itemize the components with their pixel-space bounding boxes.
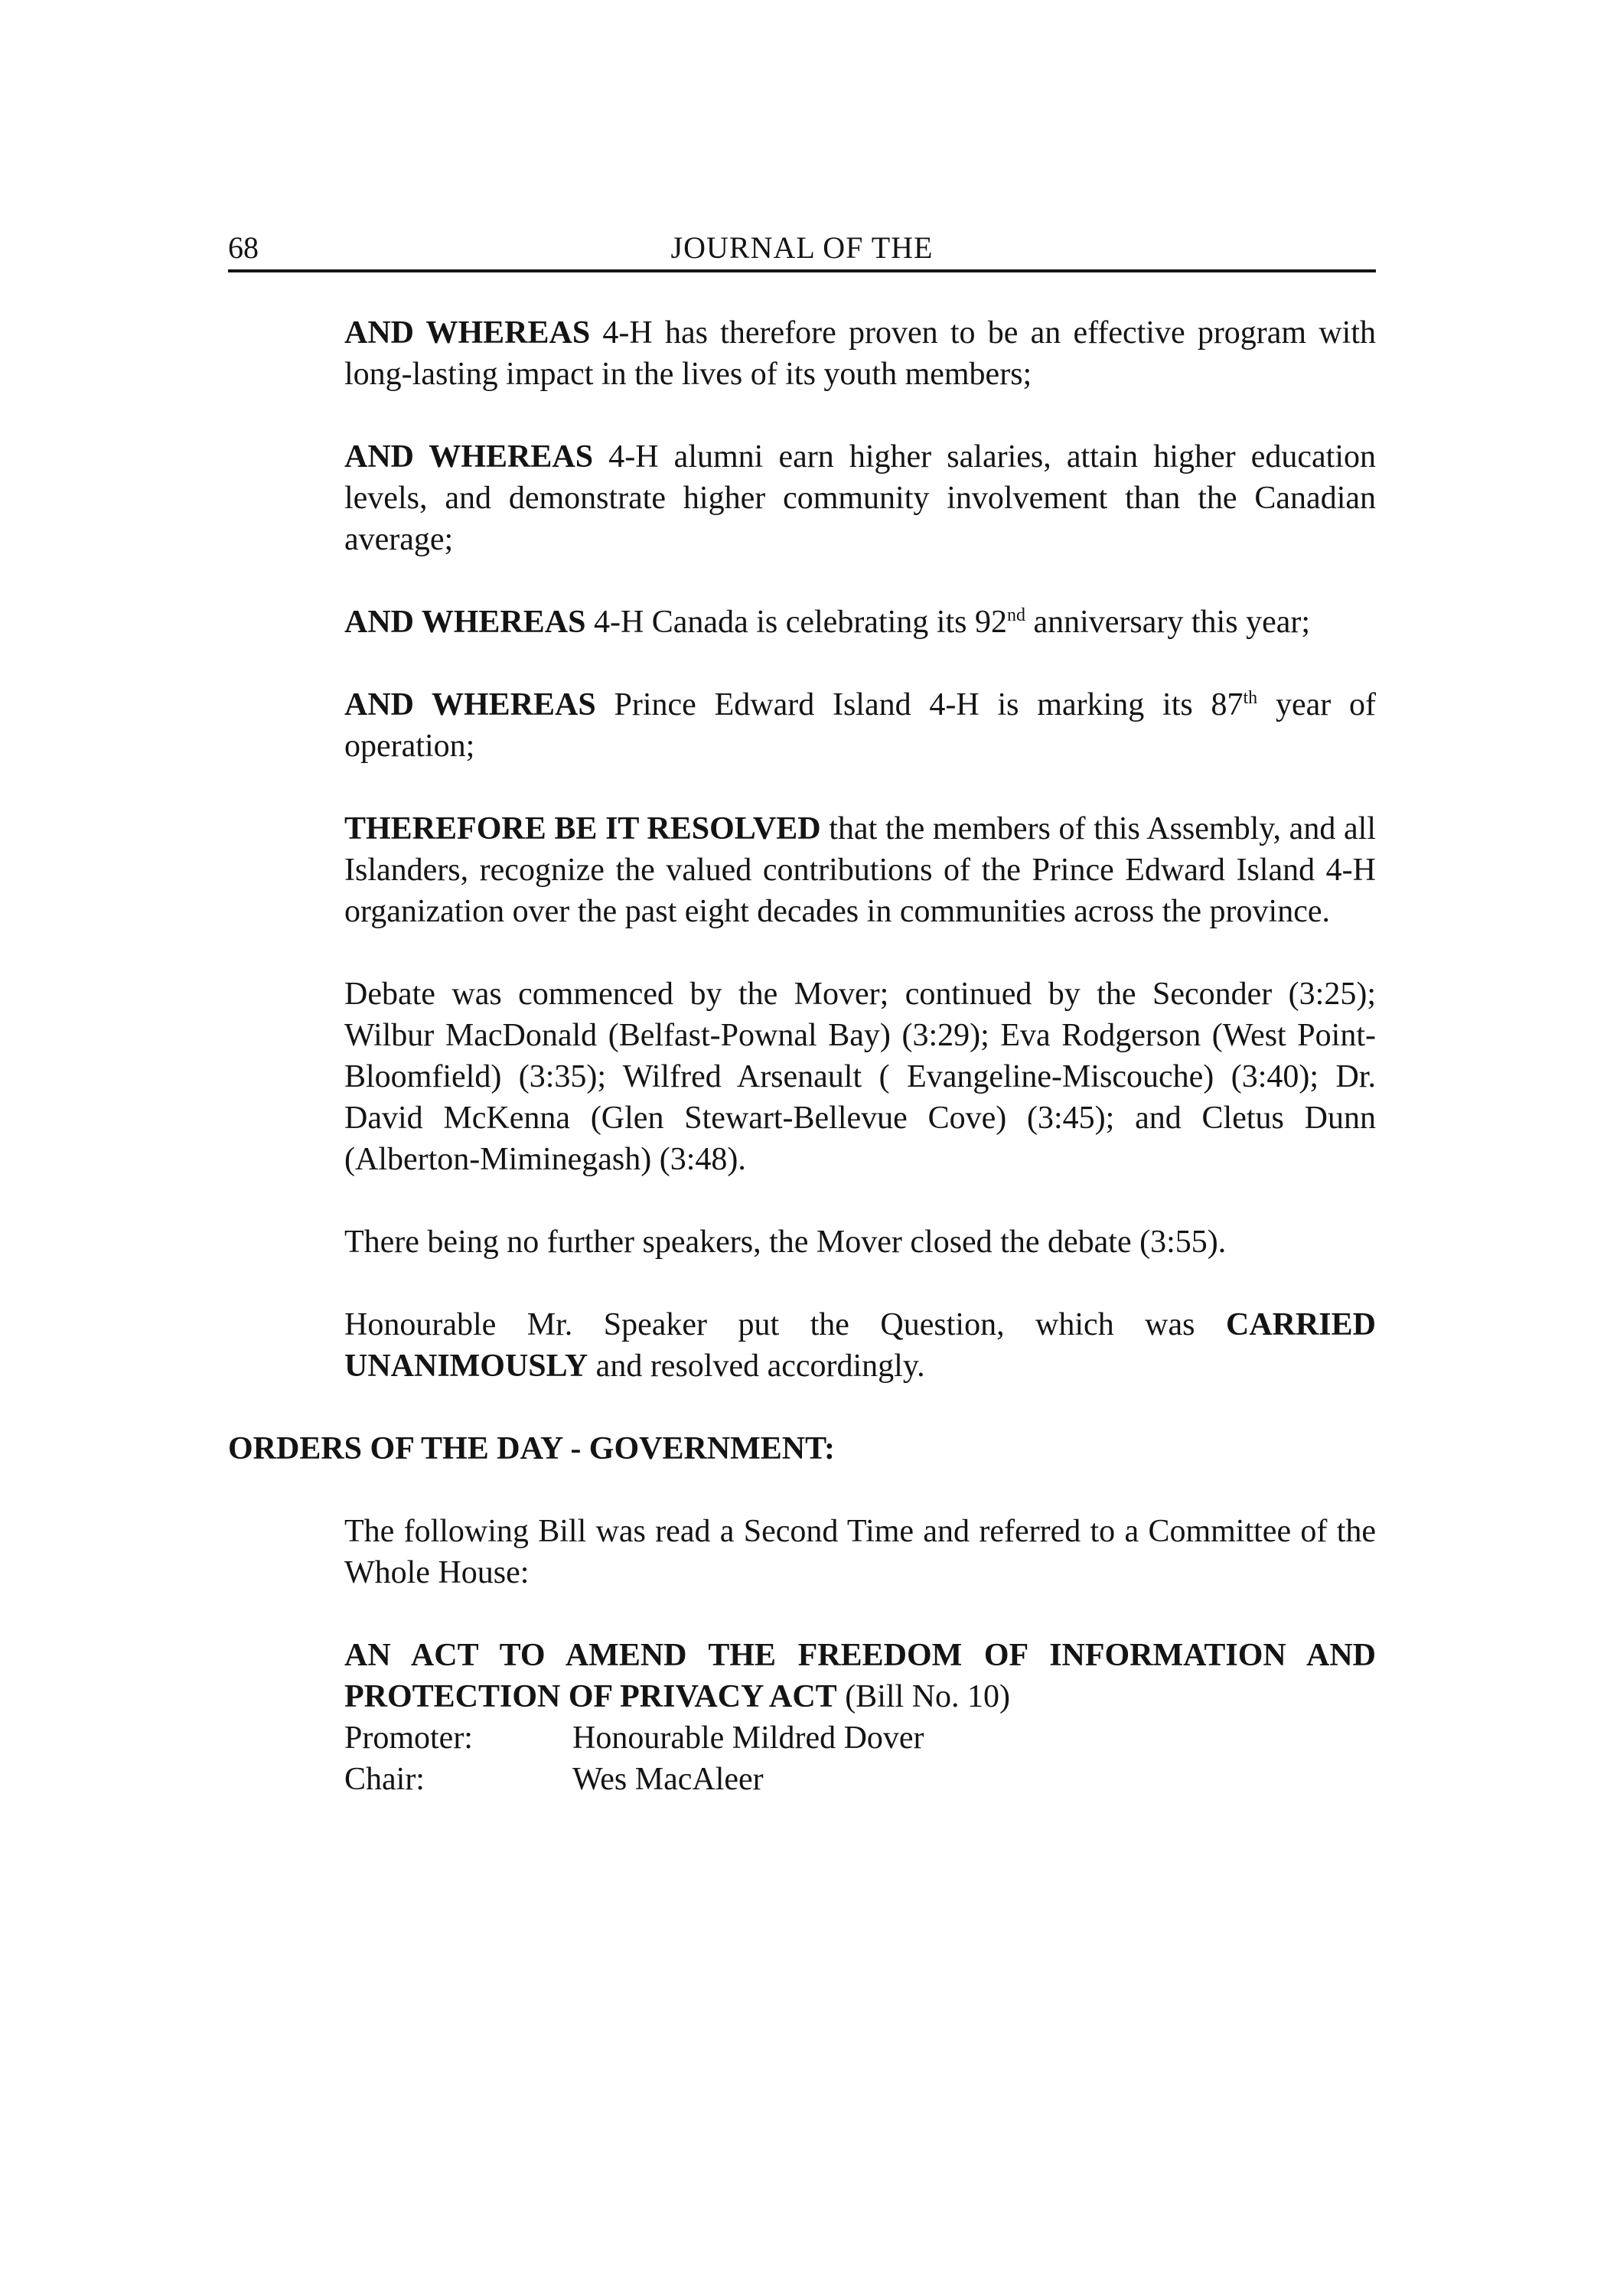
ordinal-suffix: th [1243,688,1258,708]
page-body [228,312,1376,1800]
section-heading: ORDERS OF THE DAY - GOVERNMENT: [228,1431,836,1466]
whereas-lead: AND WHEREAS [344,439,594,475]
promoter-name: Honourable Mildred Dover [572,1720,924,1756]
paragraph-text: 4-H has therefore proven to be an effective program with long-lasting impact in the lives of its youth members; [344,315,1376,392]
bill-title: AN ACT TO AMEND THE FREEDOM OF INFORMATION AND PROTECTION OF PRIVACY ACT [344,1638,1376,1714]
paragraph-text: year of operation; [344,687,1376,764]
ordinal-suffix: nd [1006,605,1025,625]
closing-paragraph: There being no further speakers, the Mover closed the debate (3:55). [344,1225,1227,1260]
chair-row [344,1759,1376,1800]
running-title: JOURNAL OF THE [670,230,934,265]
paragraph-text: 4-H Canada is celebrating its 92 [585,605,1007,640]
bill-reading-paragraph: The following Bill was read a Second Time and referred to a Committee of the Whole House: [344,1514,1376,1590]
paragraph-text: that the members of this Assembly, and all Islanders, recognize the valued contributions of the Prince Edward Island 4-H organization over the past eight decades in communities across the province. [344,811,1376,929]
bill-title-line [344,1635,1376,1717]
resolved-lead: THEREFORE BE IT RESOLVED [344,811,821,846]
whereas-paragraph-4 [344,684,1376,767]
whereas-lead: AND WHEREAS [344,687,596,722]
bill-block [344,1635,1376,1800]
whereas-paragraph-2 [344,436,1376,560]
promoter-label: Promoter: [344,1720,473,1756]
promoter-row [344,1717,1376,1759]
whereas-lead: AND WHEREAS [344,605,586,640]
chair-label: Chair: [344,1762,425,1797]
page-header [228,227,1376,272]
paragraph-text: Honourable Mr. Speaker put the Question, which was [344,1307,1226,1342]
paragraph-text: anniversary this year; [1025,605,1311,640]
carried-unanimously: CARRIED UNANIMOUSLY [344,1307,1376,1384]
bill-number: (Bill No. 10) [836,1679,1011,1714]
resolution-paragraph [344,808,1376,932]
whereas-lead: AND WHEREAS [344,315,591,351]
paragraph-text: 4-H alumni earn higher salaries, attain higher education levels, and demonstrate higher community involvement than the Canadian average; [344,439,1376,557]
whereas-paragraph-3 [344,602,1376,643]
whereas-paragraph-1 [344,312,1376,395]
paragraph-text: and resolved accordingly. [588,1349,925,1384]
page-number: 68 [228,230,259,265]
debate-paragraph: Debate was commenced by the Mover; continued by the Seconder (3:25); Wilbur MacDonald (Belfast-Pownal Bay) (3:29); Eva Rodgerson (West Point-Bloomfield) (3:35); Wilfred Arsenault ( Evangeline-Miscouche) (3:40); Dr. David McKenna (Glen Stewart-Bellevue Cove) (3:45); and Cletus Dunn (Alberton-Miminegash) (3:48). [344,977,1376,1177]
paragraph-text: Prince Edward Island 4-H is marking its 87 [595,687,1244,722]
question-paragraph [344,1304,1376,1387]
chair-name: Wes MacAleer [572,1762,764,1797]
